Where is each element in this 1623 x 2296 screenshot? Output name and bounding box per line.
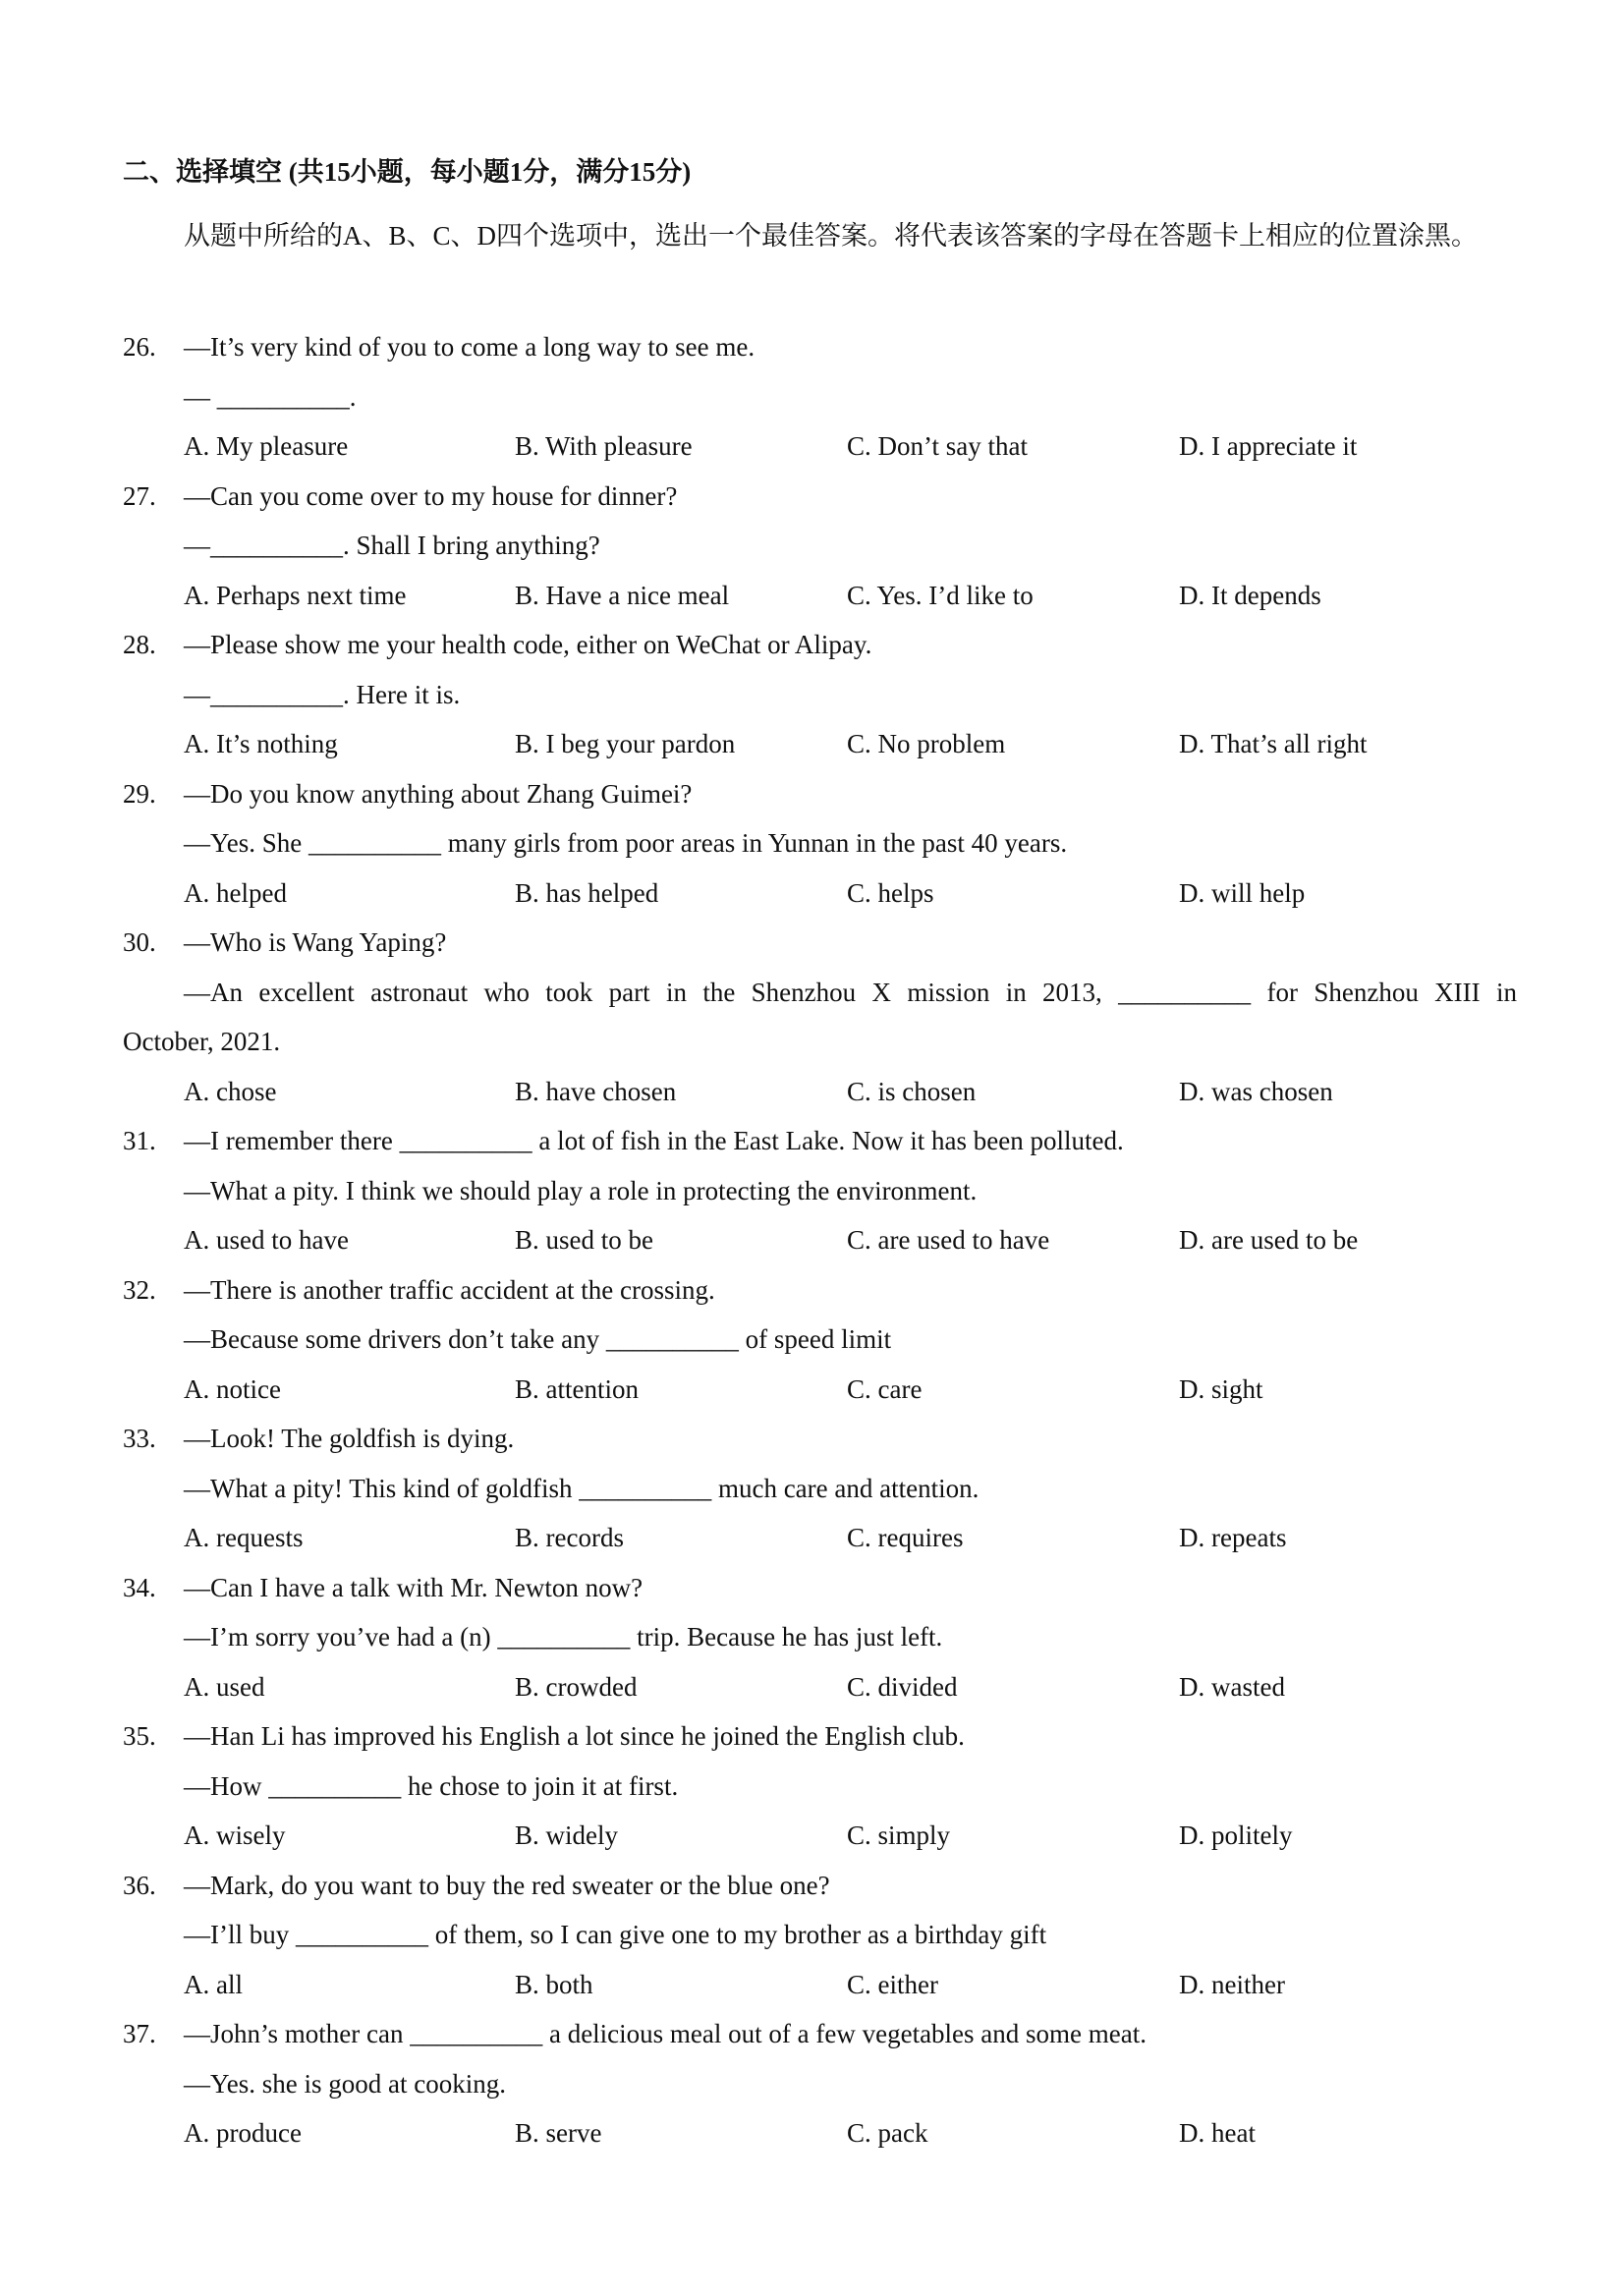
question-block — [0, 1265, 1623, 1415]
options-row — [0, 1215, 1623, 1265]
option-a: A. wisely — [184, 1820, 286, 1850]
question-text: —What a pity. I think we should play a role in protecting the environment. — [184, 1175, 978, 1205]
options-row — [0, 868, 1623, 919]
question-number: 33. — [123, 1424, 156, 1453]
question-dialogue-line — [0, 1017, 1623, 1067]
question-prompt-line — [0, 620, 1623, 670]
option-c: C. divided — [847, 1671, 958, 1702]
question-number: 37. — [123, 2019, 156, 2048]
question-text: —__________. Here it is. — [184, 679, 461, 709]
question-number: 36. — [123, 1870, 156, 1900]
question-dialogue-line — [0, 1315, 1623, 1365]
question-block — [0, 769, 1623, 919]
option-b: B. With pleasure — [515, 431, 693, 461]
options-row — [0, 421, 1623, 472]
question-block — [0, 1563, 1623, 1712]
question-dialogue-line — [0, 1464, 1623, 1514]
options-row — [0, 571, 1623, 621]
option-a: A. My pleasure — [184, 431, 349, 461]
options-row — [0, 2108, 1623, 2158]
question-text: —Can you come over to my house for dinner? — [184, 480, 678, 511]
option-c: C. pack — [847, 2118, 928, 2148]
option-d: D. was chosen — [1179, 1076, 1333, 1106]
question-number: 26. — [123, 332, 156, 362]
question-number: 31. — [123, 1126, 156, 1155]
option-b: B. attention — [515, 1373, 639, 1404]
option-a: A. produce — [184, 2118, 302, 2148]
question-text: —It’s very kind of you to come a long way to see me. — [184, 332, 756, 362]
option-d: D. neither — [1179, 1969, 1285, 1999]
option-a: A. helped — [184, 877, 287, 908]
question-number: 34. — [123, 1572, 156, 1602]
question-text: —Han Li has improved his English a lot since he joined the English club. — [184, 1721, 965, 1751]
question-text: —Who is Wang Yaping? — [184, 927, 447, 957]
option-b: B. crowded — [515, 1671, 638, 1702]
question-dialogue-line — [0, 670, 1623, 720]
option-d: D. politely — [1179, 1820, 1293, 1850]
option-d: D. are used to be — [1179, 1225, 1359, 1255]
question-number: 29. — [123, 778, 156, 809]
option-d: D. That’s all right — [1179, 729, 1368, 758]
option-b: B. have chosen — [515, 1076, 677, 1106]
section-title: 二、选择填空 (共15小题，每小题1分，满分15分) — [123, 157, 692, 187]
options-row — [0, 1960, 1623, 2010]
question-prompt-line — [0, 1116, 1623, 1166]
question-text: —Because some drivers don’t take any __________ of speed limit — [184, 1324, 892, 1354]
option-b: B. used to be — [515, 1225, 653, 1255]
option-c: C. are used to have — [847, 1225, 1050, 1255]
option-d: D. heat — [1179, 2118, 1256, 2148]
question-text: —How __________ he chose to join it at first. — [184, 1770, 679, 1801]
question-number: 32. — [123, 1274, 156, 1305]
question-dialogue-line — [0, 2059, 1623, 2109]
question-dialogue-line — [0, 1612, 1623, 1662]
question-text: —Do you know anything about Zhang Guimei? — [184, 778, 693, 809]
question-text: —John’s mother can __________ a delicious meal out of a few vegetables and some meat. — [184, 2019, 1147, 2048]
option-c: C. care — [847, 1373, 923, 1404]
option-a: A. used to have — [184, 1225, 349, 1255]
question-text: —An excellent astronaut who took part in the Shenzhou X mission in 2013, __________ for Shenzhou XIII in — [184, 977, 1517, 1007]
question-prompt-line — [0, 1414, 1623, 1464]
option-d: D. wasted — [1179, 1671, 1285, 1702]
question-block — [0, 322, 1623, 472]
question-text: —Yes. She __________ many girls from poor areas in Yunnan in the past 40 years. — [184, 828, 1068, 858]
question-block — [0, 472, 1623, 621]
option-b: B. serve — [515, 2118, 602, 2148]
option-d: D. It depends — [1179, 580, 1321, 610]
option-a: A. It’s nothing — [184, 729, 338, 758]
question-dialogue-line — [0, 1762, 1623, 1812]
options-row — [0, 719, 1623, 769]
option-b: B. I beg your pardon — [515, 729, 736, 758]
question-dialogue-line — [0, 968, 1623, 1018]
question-block — [0, 2009, 1623, 2158]
question-block — [0, 1861, 1623, 2010]
question-dialogue-line — [0, 1166, 1623, 1216]
option-c: C. Don’t say that — [847, 431, 1028, 461]
question-text: —Yes. she is good at cooking. — [184, 2068, 507, 2099]
option-c: C. Yes. I’d like to — [847, 580, 1034, 610]
question-text: —Can I have a talk with Mr. Newton now? — [184, 1572, 644, 1602]
option-a: A. all — [184, 1969, 243, 1999]
option-b: B. widely — [515, 1820, 618, 1850]
options-row — [0, 1811, 1623, 1861]
question-text: —There is another traffic accident at the crossing. — [184, 1274, 715, 1305]
question-number: 35. — [123, 1721, 156, 1751]
options-row — [0, 1662, 1623, 1712]
question-prompt-line — [0, 472, 1623, 522]
question-text-continuation: October, 2021. — [123, 1027, 281, 1056]
option-c: C. No problem — [847, 729, 1006, 758]
section-instructions: 从题中所给的A、B、C、D四个选项中，选出一个最佳答案。将代表该答案的字母在答题卡上相应的位置涂黑。 — [184, 221, 1479, 251]
option-a: A. chose — [184, 1076, 277, 1106]
question-prompt-line — [0, 769, 1623, 819]
option-b: B. records — [515, 1523, 624, 1552]
question-text: —I’ll buy __________ of them, so I can give one to my brother as a birthday gift — [184, 1920, 1047, 1949]
question-dialogue-line — [0, 818, 1623, 868]
question-block — [0, 1116, 1623, 1265]
options-row — [0, 1365, 1623, 1415]
option-a: A. used — [184, 1671, 265, 1702]
option-b: B. both — [515, 1969, 593, 1999]
question-text: —I remember there __________ a lot of fish in the East Lake. Now it has been polluted. — [184, 1126, 1124, 1155]
question-dialogue-line — [0, 521, 1623, 571]
option-d: D. I appreciate it — [1179, 431, 1358, 461]
option-c: C. simply — [847, 1820, 951, 1850]
question-number: 28. — [123, 630, 156, 659]
question-prompt-line — [0, 1711, 1623, 1762]
question-number: 27. — [123, 480, 156, 511]
question-prompt-line — [0, 1563, 1623, 1613]
option-b: B. has helped — [515, 877, 659, 908]
question-prompt-line — [0, 322, 1623, 372]
question-text: —__________. Shall I bring anything? — [184, 531, 600, 560]
question-text: —What a pity! This kind of goldfish __________ much care and attention. — [184, 1473, 979, 1503]
option-a: A. requests — [184, 1523, 304, 1552]
option-b: B. Have a nice meal — [515, 580, 730, 610]
option-d: D. will help — [1179, 877, 1306, 908]
question-block — [0, 620, 1623, 769]
question-text: — __________. — [184, 381, 357, 412]
option-c: C. either — [847, 1969, 938, 1999]
question-text: —I’m sorry you’ve had a (n) __________ trip. Because he has just left. — [184, 1622, 943, 1652]
question-prompt-line — [0, 918, 1623, 968]
option-d: D. repeats — [1179, 1523, 1287, 1552]
option-d: D. sight — [1179, 1373, 1263, 1404]
question-number: 30. — [123, 927, 156, 957]
option-a: A. notice — [184, 1373, 281, 1404]
question-prompt-line — [0, 2009, 1623, 2059]
question-dialogue-line — [0, 372, 1623, 422]
option-c: C. requires — [847, 1523, 964, 1552]
question-block — [0, 918, 1623, 1116]
question-text: —Look! The goldfish is dying. — [184, 1424, 515, 1453]
option-c: C. helps — [847, 877, 934, 908]
question-dialogue-line — [0, 1910, 1623, 1960]
question-prompt-line — [0, 1861, 1623, 1911]
option-c: C. is chosen — [847, 1076, 977, 1106]
question-block — [0, 1711, 1623, 1861]
question-text: —Please show me your health code, either on WeChat or Alipay. — [184, 630, 872, 659]
option-a: A. Perhaps next time — [184, 580, 407, 610]
options-row — [0, 1513, 1623, 1563]
question-prompt-line — [0, 1265, 1623, 1316]
question-text: —Mark, do you want to buy the red sweater or the blue one? — [184, 1870, 830, 1900]
options-row — [0, 1067, 1623, 1117]
question-list — [0, 322, 1623, 2158]
question-block — [0, 1414, 1623, 1563]
